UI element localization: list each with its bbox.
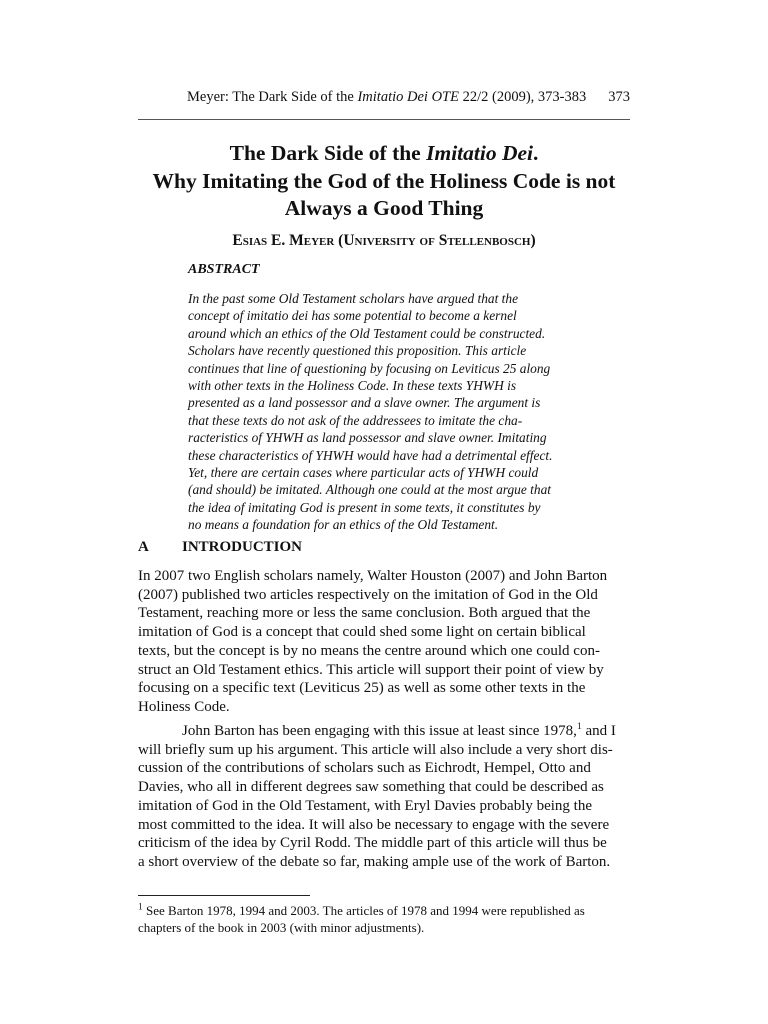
title-line1-italic: Imitatio Dei xyxy=(426,141,534,165)
footnote-ref[interactable]: 1 xyxy=(576,722,582,732)
section-letter: A xyxy=(138,539,149,555)
header-citation: 22/2 (2009), 373-383 xyxy=(458,89,587,105)
author-line: Esias E. Meyer (University of Stellenbosch) xyxy=(232,232,536,249)
abstract-line: presented as a land possessor and a slave owner. The argument is xyxy=(188,395,541,411)
header-journal: OTE xyxy=(431,89,459,105)
article-title xyxy=(138,140,630,223)
abstract-text xyxy=(188,290,580,534)
abstract-line: In the past some Old Testament scholars have argued that the xyxy=(188,291,519,306)
abstract-line: Yet, there are certain cases where particular acts of YHWH could xyxy=(188,465,539,481)
header-italic-title: Imitatio Dei xyxy=(357,89,428,105)
body-paragraph-1 xyxy=(138,567,630,717)
p2-first-text: John Barton has been engaging with this issue at least since 1978, xyxy=(182,723,577,739)
body-line: criticism of the idea by Cyril Rodd. The middle part of this article will thus be xyxy=(138,835,607,852)
page-number: 373 xyxy=(608,89,630,105)
footnote-rule xyxy=(138,895,310,896)
body-line: imitation of God is a concept that could shed some light on certain biblical xyxy=(138,624,586,641)
abstract-line: Scholars have recently questioned this proposition. This article xyxy=(188,343,527,359)
body-line: texts, but the concept is by no means the centre around which one could con- xyxy=(138,642,600,659)
title-line1-prefix: The Dark Side of the xyxy=(229,141,427,165)
body-line: imitation of God in the Old Testament, with Eryl Davies probably being the xyxy=(138,797,593,814)
title-line1-suffix: . xyxy=(533,141,539,165)
body-line: most committed to the idea. It will also be necessary to engage with the severe xyxy=(138,816,610,833)
body-line: (2007) published two articles respectively on the imitation of God in the Old xyxy=(138,586,598,603)
abstract-line: these characteristics of YHWH would have had a detrimental effect. xyxy=(188,447,553,463)
abstract-line: around which an ethics of the Old Testament could be constructed. xyxy=(188,325,546,341)
section-title: INTRODUCTION xyxy=(182,539,303,555)
abstract-line: no means a foundation for an ethics of the Old Testament. xyxy=(188,517,499,533)
title-line-3: Always a Good Thing xyxy=(284,196,484,220)
footnote xyxy=(138,903,630,937)
abstract-heading: ABSTRACT xyxy=(188,262,260,277)
footnote-text-1: See Barton 1978, 1994 and 2003. The articles of 1978 and 1994 were republished as xyxy=(142,903,585,918)
body-paragraph-2 xyxy=(138,722,630,872)
abstract-line: that these texts do not ask of the addressees to imitate the cha- xyxy=(188,412,523,428)
footnote-line xyxy=(138,903,630,920)
header-prefix: Meyer: The Dark Side of the xyxy=(187,89,358,105)
abstract-line: concept of imitatio dei has some potential to become a kernel xyxy=(188,308,517,324)
abstract-line: the idea of imitating God is present in some texts, it constitutes by xyxy=(188,499,541,515)
body-line: focusing on a specific text (Leviticus 25) as well as some other texts in the xyxy=(138,680,586,697)
footnote-line: chapters of the book in 2003 (with minor adjustments). xyxy=(138,919,425,935)
running-header xyxy=(138,88,630,106)
p2-first-text-end: and I xyxy=(581,723,616,739)
title-line-2: Why Imitating the God of the Holiness Code is not xyxy=(152,168,616,193)
header-rule xyxy=(138,119,630,120)
body-line: In 2007 two English scholars namely, Walter Houston (2007) and John Barton xyxy=(138,568,608,584)
body-line: Testament, reaching more or less the same conclusion. Both argued that the xyxy=(138,605,591,622)
abstract-line: racteristics of YHWH as land possessor and slave owner. Imitating xyxy=(188,430,547,446)
body-line-first xyxy=(138,722,630,741)
body-line: cussion of the contributions of scholars such as Eichrodt, Hempel, Otto and xyxy=(138,760,591,777)
title-line-1 xyxy=(138,140,630,168)
body-line: Holiness Code. xyxy=(138,698,230,715)
body-line: Davies, who all in different degrees saw something that could be described as xyxy=(138,779,604,796)
abstract-line: continues that line of questioning by focusing on Leviticus 25 along xyxy=(188,360,551,376)
abstract-line: (and should) be imitated. Although one could at the most argue that xyxy=(188,482,551,498)
body-line: will briefly sum up his argument. This article will also include a very short dis- xyxy=(138,741,613,758)
section-heading xyxy=(138,538,630,556)
footnote-marker: 1 xyxy=(138,902,143,913)
body-line: a short overview of the debate so far, making ample use of the work of Barton. xyxy=(138,853,611,870)
body-line: struct an Old Testament ethics. This article will support their point of view by xyxy=(138,661,604,678)
abstract-line: with other texts in the Holiness Code. In these texts YHWH is xyxy=(188,378,517,394)
